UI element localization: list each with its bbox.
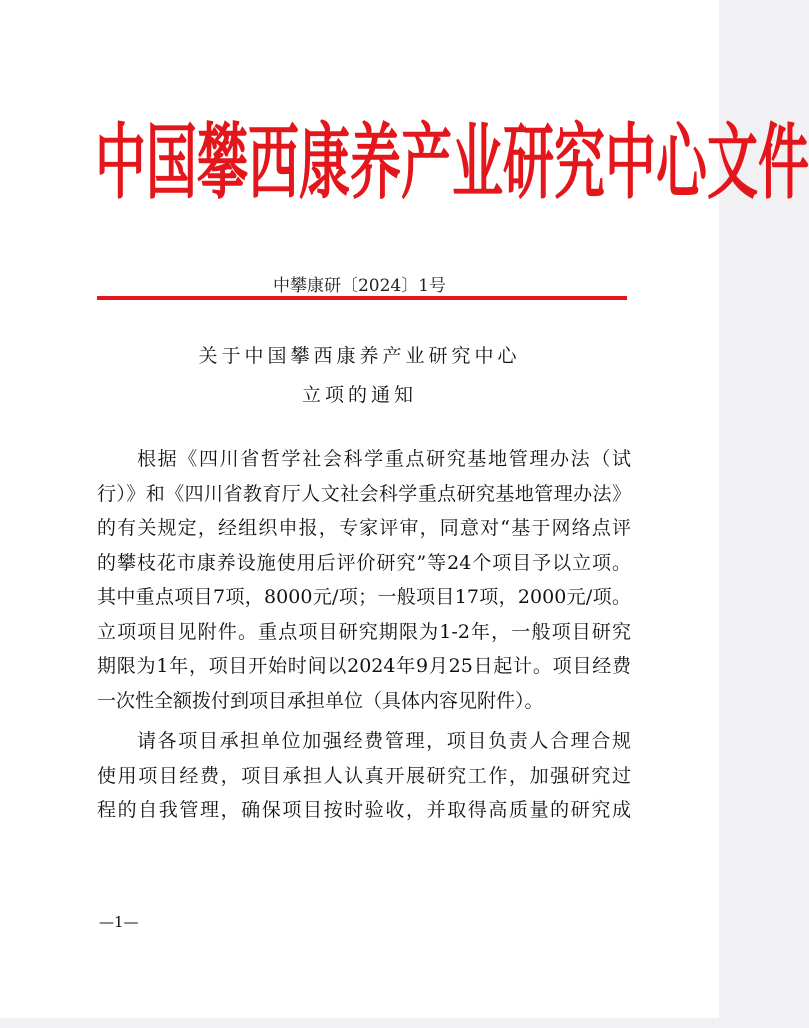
paragraph-2-line-1: 请各项目承担单位加强经费管理，项目负责人合理合规 xyxy=(137,730,631,752)
document-title-line-1: 关于中国攀西康养产业研究中心 xyxy=(198,345,521,367)
document-title-line-2: 立项的通知 xyxy=(301,384,417,406)
page-number: —1— xyxy=(99,913,139,931)
document-body xyxy=(97,442,631,828)
paragraph-1-line-3: 的有关规定，经组织申报，专家评审，同意对“基于网络点评 xyxy=(97,517,631,539)
paragraph-1-line-6: 立项项目见附件。重点项目研究期限为1-2年，一般项目研究 xyxy=(97,620,631,643)
paragraph-1-line-8: 一次性全额拨付到项目承担单位（具体内容见附件）。 xyxy=(97,689,544,712)
paragraph-1-line-2: 行）》和《四川省教育厅人文社会科学重点研究基地管理办法》 xyxy=(97,482,631,505)
paragraph-1-line-5: 其中重点项目7项，8000元/项；一般项目17项，2000元/项。 xyxy=(97,586,631,608)
header-divider xyxy=(97,296,627,300)
paragraph-1-line-7: 期限为1年，项目开始时间以2024年9月25日起计。项目经费 xyxy=(97,655,631,677)
paragraph-1-line-4: 的攀枝花市康养设施使用后评价研究”等24个项目予以立项。 xyxy=(97,551,631,574)
paragraph-1-line-1: 根据《四川省哲学社会科学重点研究基地管理办法（试 xyxy=(137,448,631,470)
paragraph-2-line-3: 程的自我管理，确保项目按时验收，并取得高质量的研究成 xyxy=(97,799,631,821)
paragraph-2-line-2: 使用项目经费，项目承担人认真开展研究工作，加强研究过 xyxy=(97,764,631,787)
document-number: 中攀康研〔2024〕1号 xyxy=(272,276,447,296)
document-header-title: 中国攀西康养产业研究中心文件 xyxy=(95,117,809,212)
